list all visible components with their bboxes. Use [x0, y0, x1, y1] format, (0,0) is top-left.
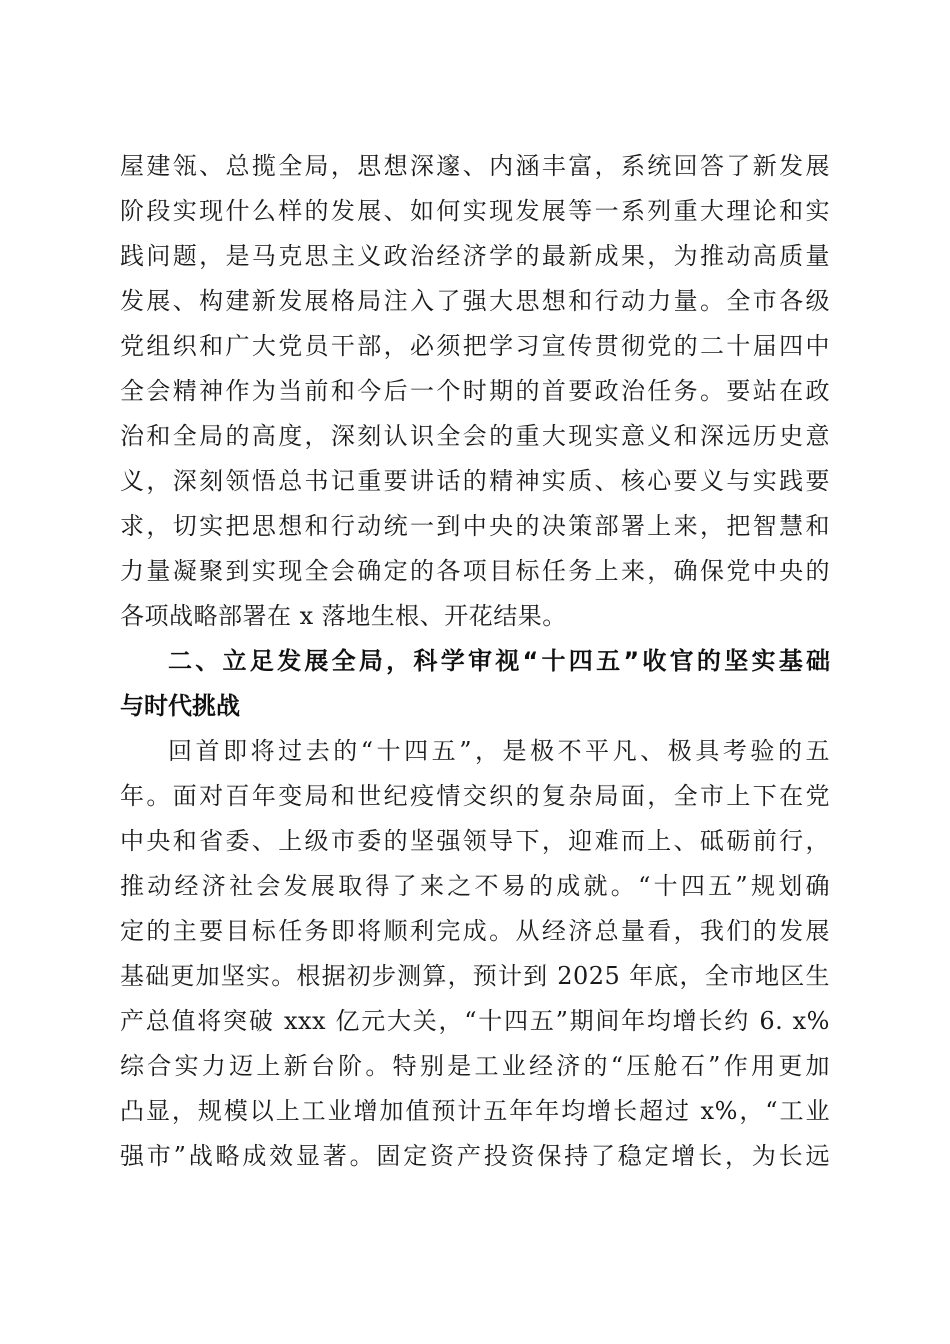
text-line: 发展、构建新发展格局注入了强大思想和行动力量。全市各级: [120, 287, 830, 315]
text-line: 各项战略部署在 x 落地生根、开花结果。: [120, 602, 567, 630]
text-line: 产总值将突破 xxx 亿元大关，“十四五”期间年均增长约 6. x%: [120, 1007, 830, 1035]
text-line: 推动经济社会发展取得了来之不易的成就。“十四五”规划确: [120, 872, 830, 900]
text-line: 治和全局的高度，深刻认识全会的重大现实意义和深远历史意: [120, 422, 830, 450]
text-line: 回首即将过去的“十四五”，是极不平凡、极具考验的五: [168, 737, 830, 765]
text-line: 综合实力迈上新台阶。特别是工业经济的“压舱石”作用更加: [120, 1052, 830, 1080]
text-line: 基础更加坚实。根据初步测算，预计到 2025 年底，全市地区生: [120, 962, 830, 990]
section-heading: [120, 639, 830, 729]
text-line: 阶段实现什么样的发展、如何实现发展等一系列重大理论和实: [120, 197, 830, 225]
text-line: 屋建瓴、总揽全局，思想深邃、内涵丰富，系统回答了新发展: [120, 152, 830, 180]
document-body: [120, 144, 830, 1179]
heading-line: 与时代挑战: [120, 692, 240, 720]
text-line: 践问题，是马克思主义政治经济学的最新成果，为推动高质量: [120, 242, 830, 270]
text-line: 力量凝聚到实现全会确定的各项目标任务上来，确保党中央的: [120, 557, 830, 585]
text-line: 求，切实把思想和行动统一到中央的决策部署上来，把智慧和: [120, 512, 830, 540]
text-line: 义，深刻领悟总书记重要讲话的精神实质、核心要义与实践要: [120, 467, 830, 495]
text-line: 凸显，规模以上工业增加值预计五年年均增长超过 x%，“工业: [120, 1097, 830, 1125]
text-line: 中央和省委、上级市委的坚强领导下，迎难而上、砥砺前行，: [120, 827, 830, 855]
text-line: 定的主要目标任务即将顺利完成。从经济总量看，我们的发展: [120, 917, 830, 945]
text-line: 强市”战略成效显著。固定资产投资保持了稳定增长，为长远: [120, 1142, 830, 1170]
heading-line: 二、立足发展全局，科学审视“十四五”收官的坚实基础: [168, 647, 830, 675]
text-line: 党组织和广大党员干部，必须把学习宣传贯彻党的二十届四中: [120, 332, 830, 360]
text-line: 全会精神作为当前和今后一个时期的首要政治任务。要站在政: [120, 377, 830, 405]
text-line: 年。面对百年变局和世纪疫情交织的复杂局面，全市上下在党: [120, 782, 830, 810]
paragraph-party-spirit: [120, 144, 830, 639]
paragraph-14th-five-year-review: [120, 729, 830, 1179]
